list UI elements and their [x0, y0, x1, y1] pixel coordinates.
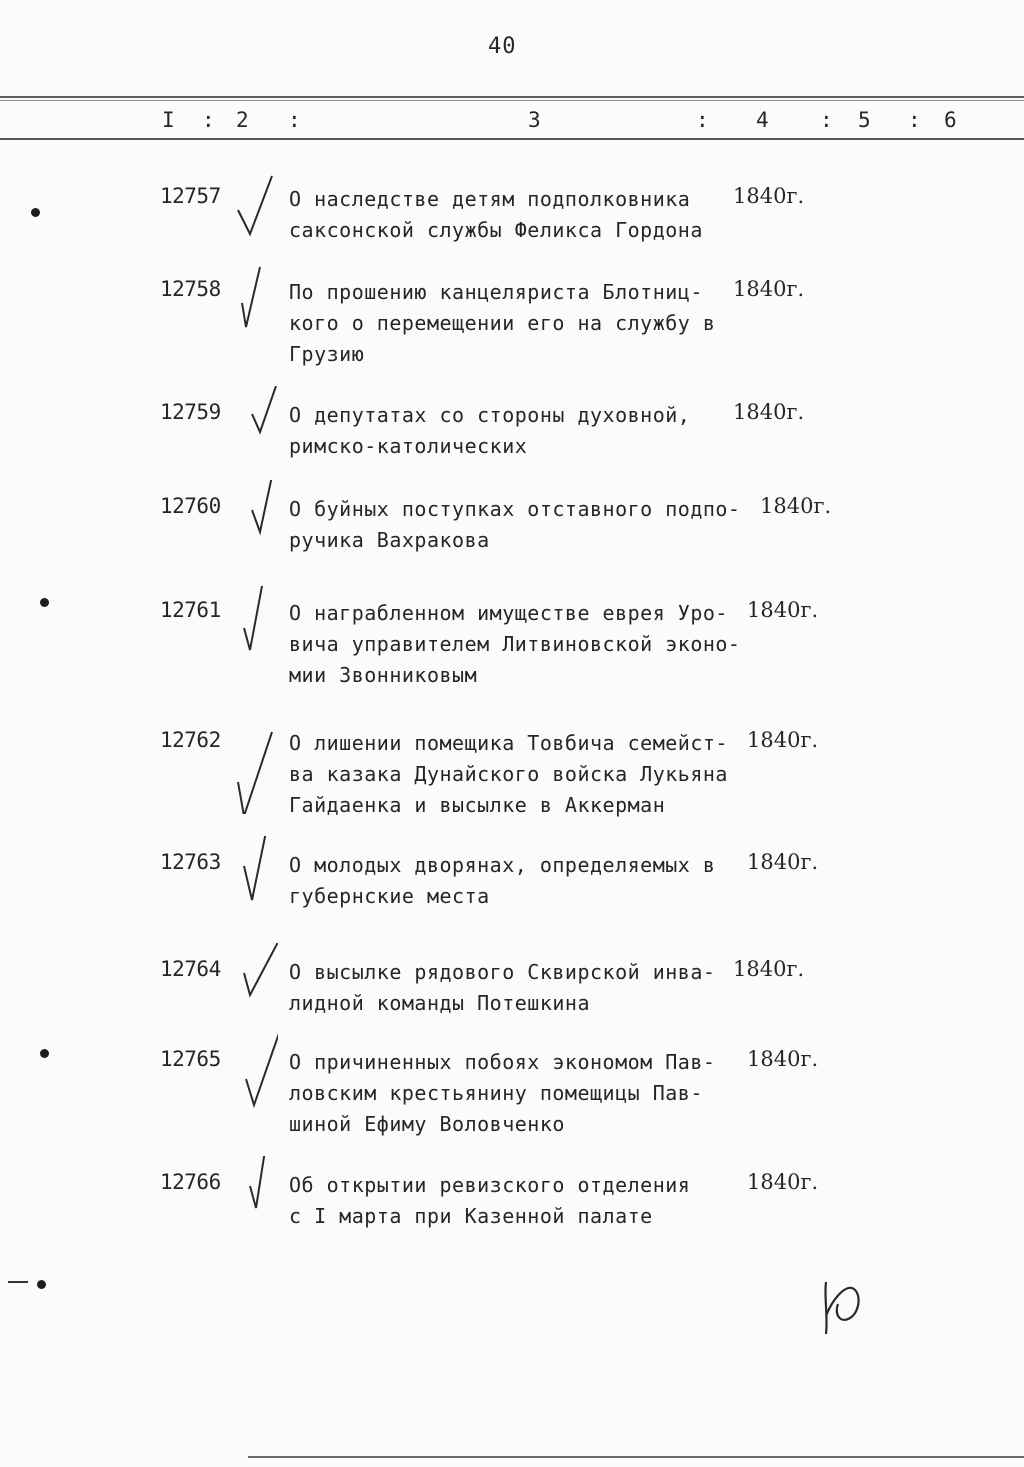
- case-description: О наследстве детям подполковника саксонской службы Феликса Гордона: [289, 187, 703, 242]
- case-description: О буйных поступках отставного подпо- ручика Вахракова: [289, 497, 741, 552]
- top-rule: [0, 96, 1024, 98]
- case-description: О лишении помещика Товбича семейст- ва казака Дунайского войска Лукьяна Гайдаенка и высылке в Аккерман: [289, 731, 728, 817]
- checkmark-icon: [232, 1033, 278, 1109]
- case-number: 12764: [160, 957, 221, 981]
- bottom-rule: [248, 1456, 1024, 1458]
- checkmark-icon: [232, 170, 278, 246]
- case-description: О награбленном имуществе еврея Уро- вича управителем Литвиновской эконо- мии Звонниковым: [289, 601, 741, 687]
- column-separator: :: [696, 108, 709, 132]
- header-rule: [0, 138, 1024, 140]
- case-number: 12766: [160, 1170, 221, 1194]
- case-year: 1840г.: [747, 1170, 819, 1194]
- case-year: 1840г.: [733, 184, 805, 208]
- punch-hole-mark: [40, 598, 49, 607]
- checkmark-icon: [232, 263, 278, 339]
- case-number: 12757: [160, 184, 221, 208]
- checkmark-icon: [232, 714, 278, 814]
- column-separator: :: [908, 108, 921, 132]
- case-year: 1840г.: [747, 728, 819, 752]
- column-header-5: 5: [858, 108, 871, 132]
- case-number: 12760: [160, 494, 221, 518]
- checkmark-icon: [232, 1156, 278, 1232]
- case-year: 1840г.: [733, 277, 805, 301]
- case-description: О молодых дворянах, определяемых в губернские места: [289, 853, 716, 908]
- case-year: 1840г.: [733, 957, 805, 981]
- case-year: 1840г.: [760, 494, 832, 518]
- page-number: 40: [488, 34, 517, 59]
- checkmark-icon: [232, 480, 278, 556]
- handwritten-sheet-number: [818, 1276, 878, 1336]
- case-number: 12759: [160, 400, 221, 424]
- case-description: О высылке рядового Сквирской инва- лидной команды Потешкина: [289, 960, 716, 1015]
- column-separator: :: [202, 108, 215, 132]
- column-separator: :: [288, 108, 301, 132]
- case-number: 12758: [160, 277, 221, 301]
- case-number: 12762: [160, 728, 221, 752]
- punch-hole-mark: [37, 1280, 46, 1289]
- case-description: О депутатах со стороны духовной, римско-католических: [289, 403, 691, 458]
- case-description: Об открытии ревизского отделения с I марта при Казенной палате: [289, 1173, 691, 1228]
- margin-dash: [8, 1281, 28, 1283]
- column-separator: :: [820, 108, 833, 132]
- case-description: О причиненных побоях экономом Пав- ловским крестьянину помещицы Пав- шиной Ефиму Воловченко: [289, 1050, 716, 1136]
- case-year: 1840г.: [733, 400, 805, 424]
- checkmark-icon: [232, 584, 278, 660]
- case-description: По прошению канцеляриста Блотниц- кого о перемещении его на службу в Грузию: [289, 280, 716, 366]
- column-header-6: 6: [944, 108, 957, 132]
- column-header-3: 3: [528, 108, 541, 132]
- column-header-1: I: [162, 108, 175, 132]
- punch-hole-mark: [40, 1049, 49, 1058]
- checkmark-icon: [232, 836, 278, 912]
- case-number: 12763: [160, 850, 221, 874]
- checkmark-icon: [232, 386, 278, 462]
- punch-hole-mark: [31, 208, 40, 217]
- case-number: 12761: [160, 598, 221, 622]
- case-year: 1840г.: [747, 1047, 819, 1071]
- case-number: 12765: [160, 1047, 221, 1071]
- column-header-2: 2: [236, 108, 249, 132]
- case-year: 1840г.: [747, 850, 819, 874]
- checkmark-icon: [232, 943, 278, 1019]
- case-year: 1840г.: [747, 598, 819, 622]
- column-header-4: 4: [756, 108, 769, 132]
- top-rule-secondary: [0, 100, 1024, 101]
